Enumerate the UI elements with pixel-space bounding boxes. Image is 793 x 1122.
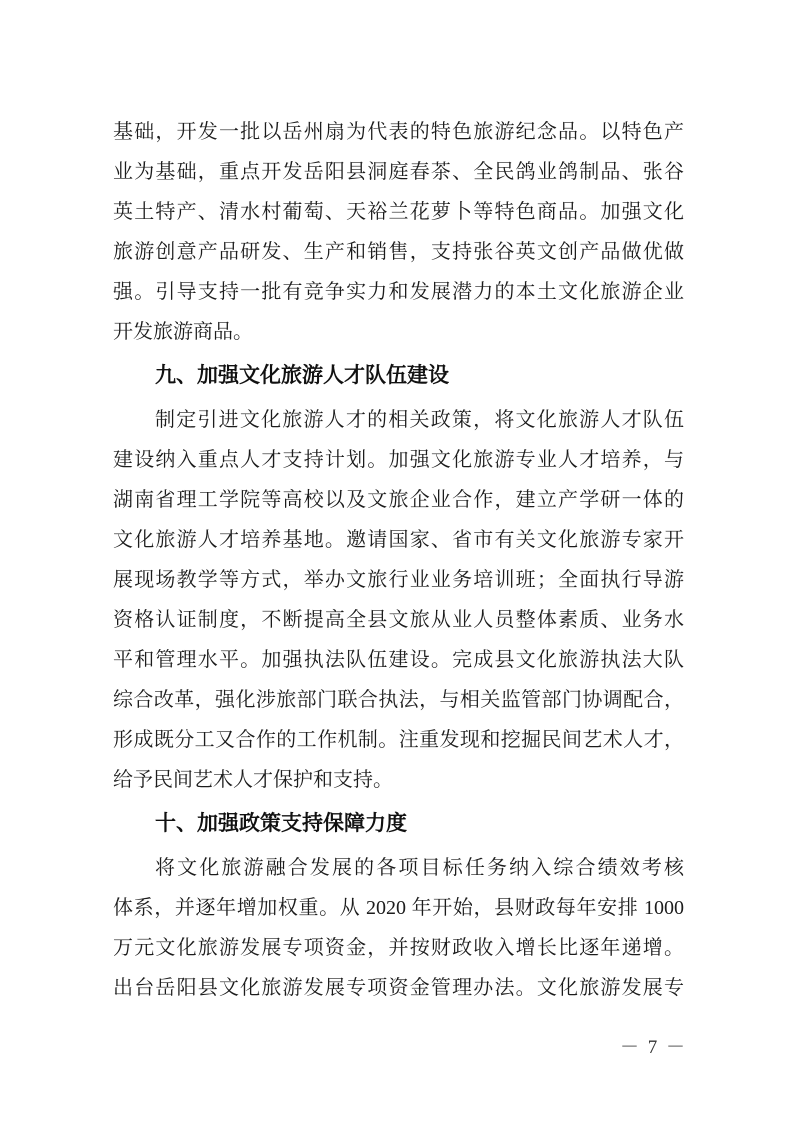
body-line: 体系，并逐年增加权重。从 2020 年开始，县财政每年安排 1000 (113, 897, 684, 919)
paragraph (113, 400, 684, 800)
body-line: 将文化旅游融合发展的各项目标任务纳入综合绩效考核 (155, 857, 684, 879)
page-number: － 7 － (619, 1037, 687, 1058)
paragraph (113, 112, 684, 352)
body-line: 给予民间艺术人才保护和支持。 (113, 769, 393, 791)
body-line: 建设纳入重点人才支持计划。加强文化旅游专业人才培养，与 (113, 449, 684, 471)
body-line: 综合改革，强化涉旅部门联合执法，与相关监管部门协调配合， (113, 689, 684, 711)
body-line: 万元文化旅游发展专项资金，并按财政收入增长比逐年递增。 (113, 937, 684, 959)
document-text-block (113, 112, 684, 1008)
body-line: 制定引进文化旅游人才的相关政策，将文化旅游人才队伍 (155, 409, 684, 431)
body-line: 湖南省理工学院等高校以及文旅企业合作，建立产学研一体的 (113, 489, 684, 511)
body-line: 出台岳阳县文化旅游发展专项资金管理办法。文化旅游发展专 (113, 977, 684, 999)
section-heading-10: 十、加强政策支持保障力度 (155, 812, 407, 835)
body-line: 资格认证制度，不断提高全县文旅从业人员整体素质、业务水 (113, 609, 684, 631)
paragraph (113, 848, 684, 1008)
section-heading-9: 九、加强文化旅游人才队伍建设 (155, 364, 449, 387)
body-line: 开发旅游商品。 (113, 321, 253, 343)
body-line: 强。引导支持一批有竞争实力和发展潜力的本土文化旅游企业 (113, 281, 684, 303)
body-line: 文化旅游人才培养基地。邀请国家、省市有关文化旅游专家开 (113, 529, 684, 551)
body-line: 业为基础，重点开发岳阳县洞庭春茶、全民鸽业鸽制品、张谷 (113, 161, 684, 183)
body-line: 旅游创意产品研发、生产和销售，支持张谷英文创产品做优做 (113, 241, 684, 263)
body-line: 形成既分工又合作的工作机制。注重发现和挖掘民间艺术人才， (113, 729, 684, 751)
body-line: 展现场教学等方式，举办文旅行业业务培训班；全面执行导游 (113, 569, 684, 591)
body-line: 平和管理水平。加强执法队伍建设。完成县文化旅游执法大队 (113, 649, 684, 671)
body-line: 英土特产、清水村葡萄、天裕兰花萝卜等特色商品。加强文化 (113, 201, 684, 223)
body-line: 基础，开发一批以岳州扇为代表的特色旅游纪念品。以特色产 (113, 121, 684, 143)
